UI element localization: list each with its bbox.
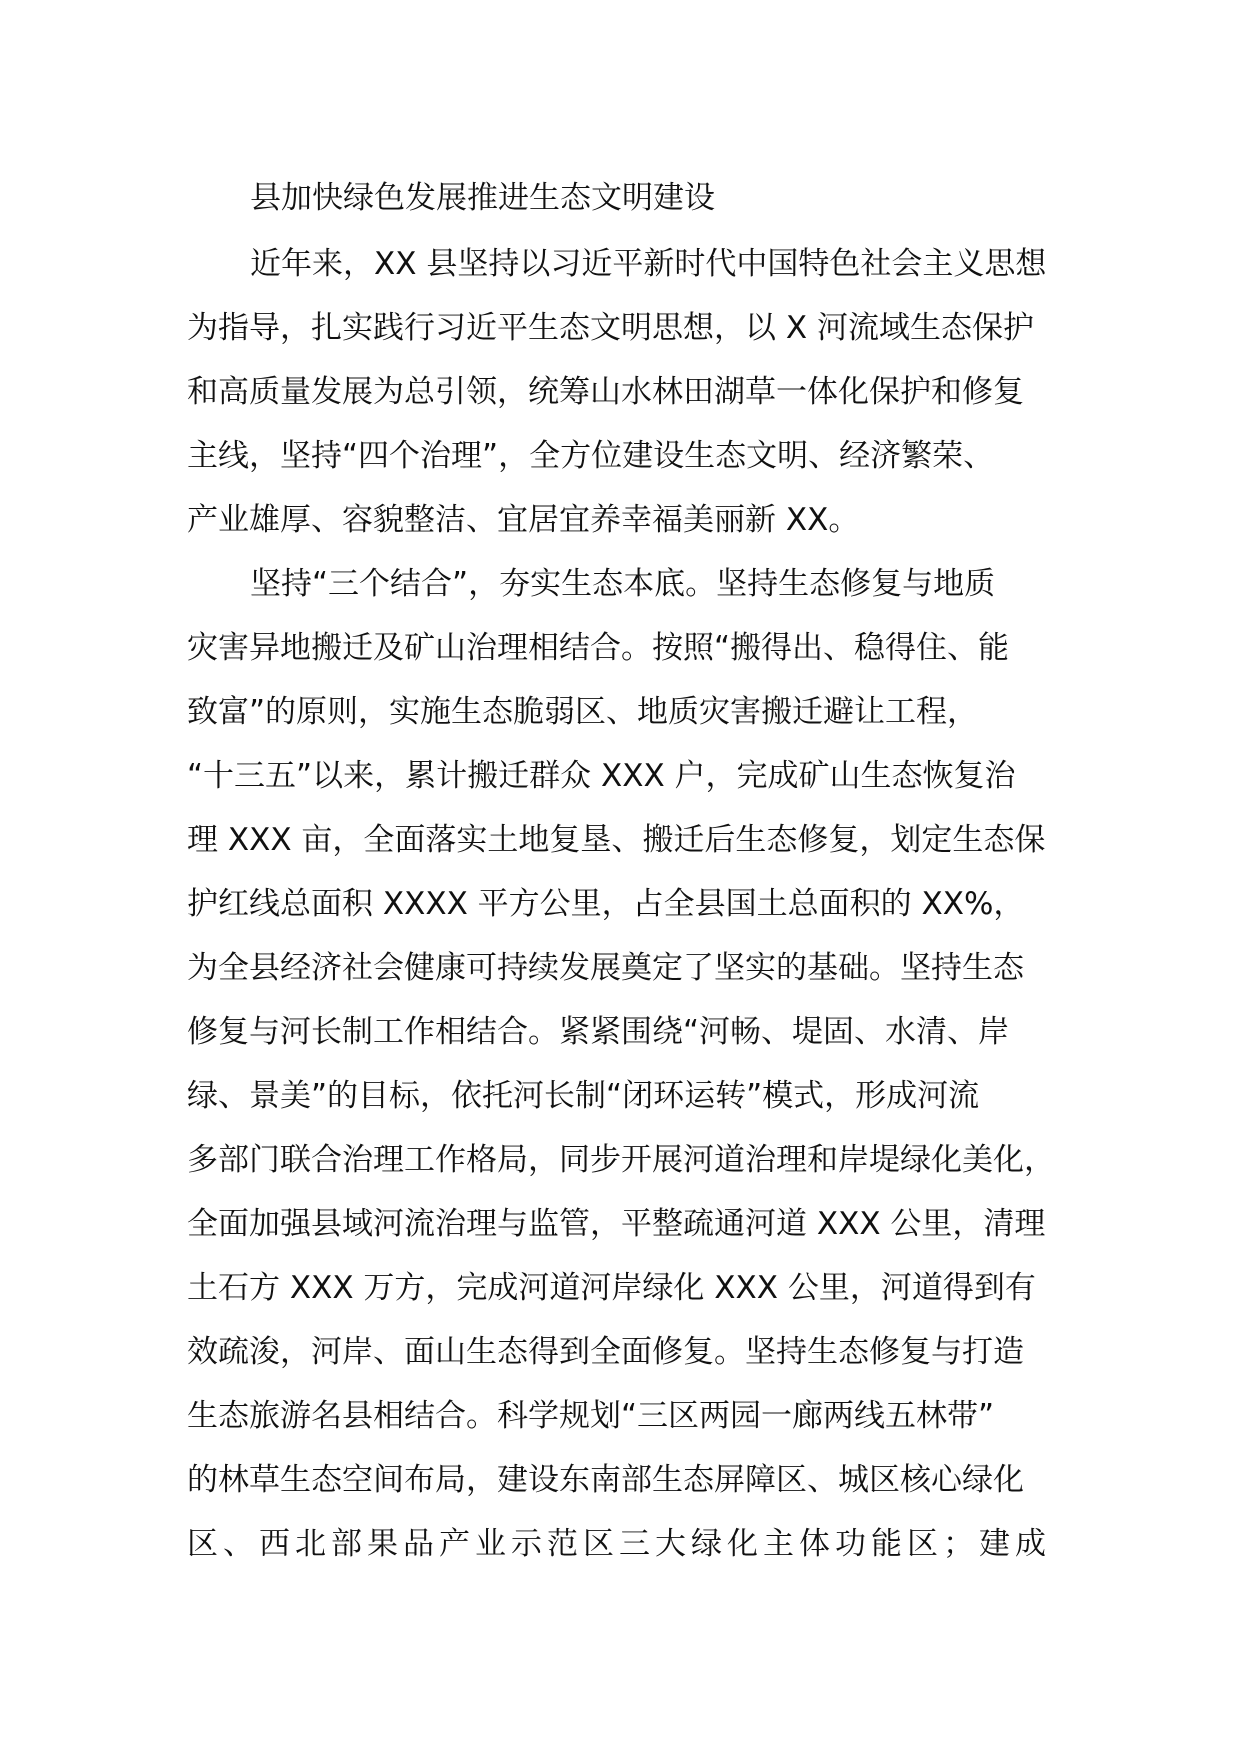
paragraph-2-line-11: 全面加强县域河流治理与监管，平整疏通河道 XXX 公里，清理	[187, 1206, 1046, 1242]
paragraph-2-line-6: 护红线总面积 XXXX 平方公里，占全县国土总面积的 XX%，	[187, 886, 1025, 922]
paragraph-2-line-9: 绿、景美”的目标，依托河长制“闭环运转”模式，形成河流	[187, 1078, 980, 1114]
paragraph-1-line-4: 主线，坚持“四个治理”，全方位建设生态文明、经济繁荣、	[187, 438, 995, 474]
paragraph-1-line-5: 产业雄厚、容貌整洁、宜居宜养幸福美丽新 XX。	[187, 502, 860, 538]
paragraph-2-line-7: 为全县经济社会健康可持续发展奠定了坚实的基础。坚持生态	[187, 950, 1024, 986]
paragraph-2-line-10: 多部门联合治理工作格局，同步开展河道治理和岸堤绿化美化，	[187, 1142, 1055, 1178]
paragraph-2-line-3: 致富”的原则，实施生态脆弱区、地质灾害搬迁避让工程，	[187, 694, 979, 730]
paragraph-1-line-1: 近年来，XX 县坚持以习近平新时代中国特色社会主义思想	[250, 246, 1047, 282]
paragraph-2-line-8: 修复与河长制工作相结合。紧紧围绕“河畅、堤固、水清、岸	[187, 1014, 1010, 1050]
paragraph-2-line-14: 生态旅游名县相结合。科学规划“三区两园一廊两线五林带”	[187, 1398, 995, 1434]
document-title: 县加快绿色发展推进生态文明建设	[250, 180, 715, 216]
paragraph-1-line-2: 为指导，扎实践行习近平生态文明思想，以 X 河流域生态保护	[187, 310, 1034, 346]
paragraph-2-line-2: 灾害异地搬迁及矿山治理相结合。按照“搬得出、稳得住、能	[187, 630, 1010, 666]
paragraph-1-line-3: 和高质量发展为总引领，统筹山水林田湖草一体化保护和修复	[187, 374, 1024, 410]
paragraph-2-line-5: 理 XXX 亩，全面落实土地复垦、搬迁后生态修复，划定生态保	[187, 822, 1046, 858]
paragraph-2-line-1: 坚持“三个结合”，夯实生态本底。坚持生态修复与地质	[250, 566, 996, 602]
paragraph-2-line-13: 效疏浚，河岸、面山生态得到全面修复。坚持生态修复与打造	[187, 1334, 1024, 1370]
paragraph-2-line-12: 土石方 XXX 万方，完成河道河岸绿化 XXX 公里，河道得到有	[187, 1270, 1036, 1306]
paragraph-2-line-15: 的林草生态空间布局，建设东南部生态屏障区、城区核心绿化	[187, 1462, 1024, 1498]
paragraph-2-line-4: “十三五”以来，累计搬迁群众 XXX 户，完成矿山生态恢复治	[187, 758, 1016, 794]
paragraph-2-line-16: 区、西北部果品产业示范区三大绿化主体功能区；建成	[187, 1526, 1051, 1562]
